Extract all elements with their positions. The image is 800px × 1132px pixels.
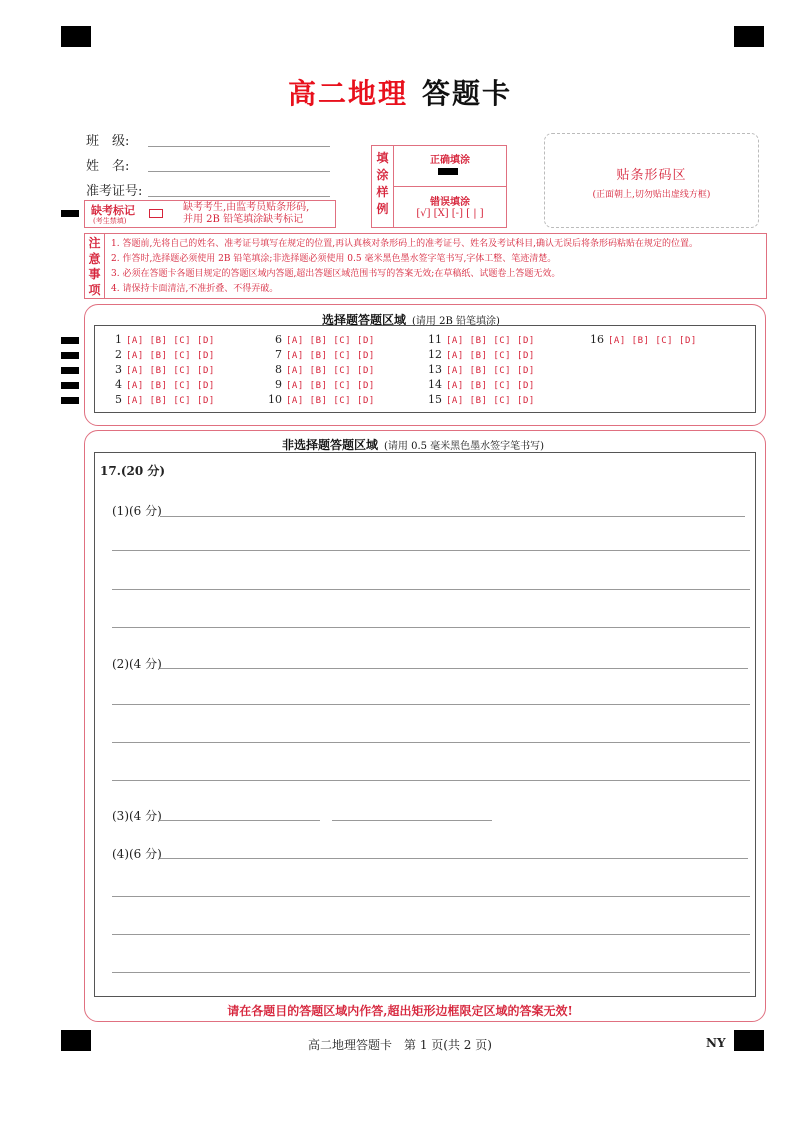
page-footer xyxy=(0,1036,800,1053)
choice-question xyxy=(428,333,540,346)
side-char: 意 xyxy=(88,251,101,266)
question-number: 10 xyxy=(268,393,282,406)
correct-fill-label: 正确填涂 xyxy=(430,155,470,166)
answer-options[interactable]: [A] [B] [C] [D] xyxy=(286,396,375,406)
answer-options[interactable]: [A] [B] [C] [D] xyxy=(286,336,375,346)
notes-side xyxy=(85,234,105,298)
side-char: 项 xyxy=(88,282,101,297)
question-number: 14 xyxy=(428,378,442,391)
note-item: 3. 必须在答题卡各题目规定的答题区域内答题,超出答题区域范围书写的答案无效;在草稿纸、试题卷上答题无效。 xyxy=(111,269,561,279)
class-field[interactable] xyxy=(148,146,330,147)
title-card: 答题卡 xyxy=(422,77,513,110)
answer-line[interactable] xyxy=(160,820,320,821)
class-row xyxy=(86,130,148,149)
answer-line[interactable] xyxy=(112,896,750,897)
question-number: 6 xyxy=(275,333,282,346)
answer-options[interactable]: [A] [B] [C] [D] xyxy=(446,396,535,406)
answer-options[interactable]: [A] [B] [C] [D] xyxy=(446,366,535,376)
fill-example-box xyxy=(371,145,507,228)
answer-options[interactable]: [A] [B] [C] [D] xyxy=(126,336,215,346)
absent-checkbox[interactable] xyxy=(149,209,163,218)
choice-question xyxy=(268,378,380,391)
corner-mark-top-right xyxy=(734,26,764,47)
side-char: 填 xyxy=(376,151,389,165)
note-item: 2. 作答时,选择题必须使用 2B 铅笔填涂;非选择题必须使用 0.5 毫米黑色墨水签字笔书写,字体工整、笔迹清楚。 xyxy=(111,254,557,264)
answer-line[interactable] xyxy=(112,550,750,551)
answer-options[interactable]: [A] [B] [C] [D] xyxy=(446,351,535,361)
part-3-label: (3)(4 分) xyxy=(112,809,162,823)
divider xyxy=(394,186,506,187)
absent-label: 缺考标记 xyxy=(91,204,135,217)
absent-text-line2: 并用 2B 铅笔填涂缺考标记 xyxy=(183,214,304,225)
answer-area-warning: 请在各题目的答题区域内作答,超出矩形边框限定区域的答案无效! xyxy=(227,1004,573,1018)
question-number: 15 xyxy=(428,393,442,406)
answer-options[interactable]: [A] [B] [C] [D] xyxy=(126,366,215,376)
footer-text: 高二地理答题卡 第 1 页(共 2 页) xyxy=(308,1038,492,1052)
choice-question xyxy=(428,363,540,376)
part-2-label: (2)(4 分) xyxy=(112,657,162,671)
name-row xyxy=(86,155,148,174)
answer-line[interactable] xyxy=(160,668,748,669)
timing-mark xyxy=(61,397,79,404)
choice-question xyxy=(268,348,380,361)
correct-fill-sample xyxy=(438,168,458,175)
part-4-label: (4)(6 分) xyxy=(112,847,162,861)
exam-id-field[interactable] xyxy=(148,196,330,197)
answer-line[interactable] xyxy=(112,742,750,743)
choice-question xyxy=(590,333,702,346)
answer-options[interactable]: [A] [B] [C] [D] xyxy=(446,336,535,346)
absent-mark-box xyxy=(84,200,336,228)
choice-question xyxy=(268,363,380,376)
answer-options[interactable]: [A] [B] [C] [D] xyxy=(126,396,215,406)
barcode-note: (正面朝上,切勿贴出虚线方框) xyxy=(592,190,711,200)
choice-subtitle: (请用 2B 铅笔填涂) xyxy=(412,316,500,327)
answer-options[interactable]: [A] [B] [C] [D] xyxy=(286,381,375,391)
nonchoice-title-text: 非选择题答题区域 xyxy=(282,438,379,452)
answer-line[interactable] xyxy=(112,972,750,973)
choice-question xyxy=(108,348,220,361)
timing-mark xyxy=(61,210,79,217)
answer-options[interactable]: [A] [B] [C] [D] xyxy=(126,351,215,361)
nonchoice-subtitle: (请用 0.5 毫米黑色墨水签字笔书写) xyxy=(384,441,545,452)
choice-title-text: 选择题答题区域 xyxy=(322,313,407,327)
answer-line[interactable] xyxy=(332,820,492,821)
absent-note: (考生禁填) xyxy=(93,217,127,225)
timing-mark xyxy=(61,352,79,359)
side-char: 涂 xyxy=(376,168,389,182)
question-number: 12 xyxy=(428,348,442,361)
question-number: 8 xyxy=(275,363,282,376)
name-field[interactable] xyxy=(148,171,330,172)
question-number: 7 xyxy=(275,348,282,361)
answer-line[interactable] xyxy=(112,589,750,590)
name-label: 姓 名: xyxy=(86,159,130,174)
side-char: 例 xyxy=(376,202,389,216)
choice-question xyxy=(428,348,540,361)
barcode-title: 贴条形码区 xyxy=(616,168,687,183)
note-item: 4. 请保持卡面清洁,不准折叠、不得弄破。 xyxy=(111,284,279,294)
answer-area xyxy=(94,452,756,997)
class-label: 班 级: xyxy=(86,134,130,149)
question-number: 1 xyxy=(115,333,122,346)
side-char: 注 xyxy=(88,236,101,250)
answer-options[interactable]: [A] [B] [C] [D] xyxy=(126,381,215,391)
answer-options[interactable]: [A] [B] [C] [D] xyxy=(286,351,375,361)
wrong-fill-samples: [√] [X] [-] [ | ] xyxy=(416,208,484,219)
answer-options[interactable]: [A] [B] [C] [D] xyxy=(608,336,697,346)
question-number: 9 xyxy=(275,378,282,391)
wrong-fill-label: 错误填涂 xyxy=(430,197,470,208)
choice-question xyxy=(108,378,220,391)
timing-mark xyxy=(61,382,79,389)
timing-mark xyxy=(61,337,79,344)
footer-code: NY xyxy=(706,1036,726,1050)
nonchoice-title xyxy=(282,436,544,453)
absent-text-line1: 缺考考生,由监考员贴条形码, xyxy=(183,202,310,213)
choice-question xyxy=(268,333,380,346)
page-title xyxy=(0,72,800,112)
choice-question xyxy=(108,393,220,406)
choice-question xyxy=(268,393,380,406)
question-number: 2 xyxy=(115,348,122,361)
choice-question xyxy=(108,333,220,346)
answer-line[interactable] xyxy=(160,516,745,517)
barcode-area xyxy=(544,133,759,228)
answer-line[interactable] xyxy=(112,704,750,705)
notes-items xyxy=(111,237,698,297)
timing-mark xyxy=(61,367,79,374)
corner-mark-top-left xyxy=(61,26,91,47)
question-number: 16 xyxy=(590,333,604,346)
fill-example-side xyxy=(372,146,394,227)
answer-line[interactable] xyxy=(112,934,750,935)
part-1-label: (1)(6 分) xyxy=(112,504,162,518)
answer-options[interactable]: [A] [B] [C] [D] xyxy=(446,381,535,391)
side-char: 事 xyxy=(88,267,101,281)
answer-line[interactable] xyxy=(160,858,748,859)
absent-instructions xyxy=(183,202,309,226)
choice-question xyxy=(428,393,540,406)
question-number: 11 xyxy=(428,333,442,346)
answer-line[interactable] xyxy=(112,627,750,628)
choice-question xyxy=(108,363,220,376)
side-char: 样 xyxy=(376,185,389,199)
exam-id-row xyxy=(86,180,148,199)
answer-options[interactable]: [A] [B] [C] [D] xyxy=(286,366,375,376)
question-number: 13 xyxy=(428,363,442,376)
question-number: 3 xyxy=(115,363,122,376)
answer-line[interactable] xyxy=(112,780,750,781)
choice-question xyxy=(428,378,540,391)
title-subject: 高二地理 xyxy=(287,77,408,110)
note-item: 1. 答题前,先将自己的姓名、准考证号填写在规定的位置,再认真核对条形码上的准考证号、姓名及考试科目,确认无误后将条形码粘贴在规定的位置。 xyxy=(111,239,699,249)
notes-box xyxy=(84,233,767,299)
exam-id-label: 准考证号: xyxy=(86,184,143,199)
question-number: 4 xyxy=(115,378,122,391)
question-number: 5 xyxy=(115,393,122,406)
question-17-label: 17.(20 分) xyxy=(100,464,166,478)
